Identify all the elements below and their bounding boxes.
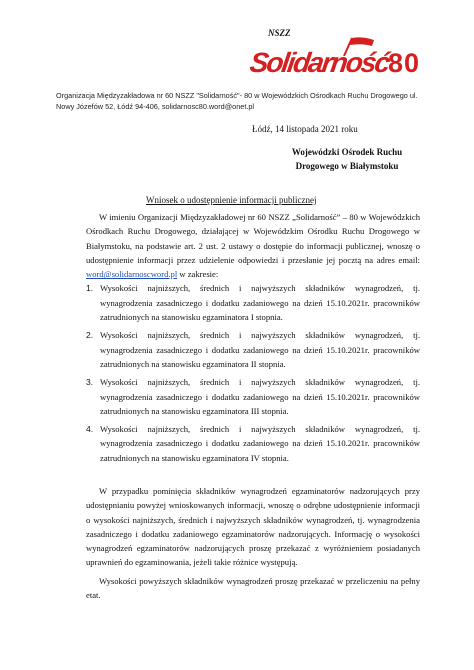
logo-solidarnosc-word: Solidarność: [247, 47, 391, 78]
letter-subject: Wniosek o udostępnienie informacji publicznej: [146, 195, 317, 205]
intro-text: W imieniu Organizacji Międzyzakładowej nr 60 NSZZ „Solidarność” – 80 w Wojewódzkich Ośrodkach Ruchu Drogowego, działającej w Wojewódzkim Ośrodku Ruchu Drogowego w Białymstoku, na podstawie art. 2 ust. 2 ustawy o dostępie do informacji publicznej, wnoszę o udostępnienie informacji przez udzielenie odpowiedzi i przesłanie jej pocztą na adres email:: [86, 212, 420, 265]
list-item: [86, 422, 420, 465]
addressee-line-2: Drogowego w Białymstoku: [295, 161, 399, 171]
supervisors-paragraph: [86, 484, 420, 570]
full-time-paragraph: [86, 574, 420, 603]
intro-paragraph: [86, 210, 420, 281]
email-link[interactable]: word@solidarnoscword.pl: [86, 269, 178, 280]
paragraph-2-text: W przypadku pominięcia składników wynagrodzeń egzaminatorów nadzorujących przy udostępnianiu powyżej wnioskowanych informacji, wnoszę o odrębne udostępnienie informacji o wysokości najniższych, średnich i najwyższych składników wynagrodzeń, tj. wynagrodzenia zasadniczego i dodatku zadaniowego egzaminatorów nadzorujących. Informację o wysokości wynagrodzeń egzaminatorów nadzorujących proszę przekazać z wyróżnieniem posiadanych uprawnień do egzaminowania, jeżeli takie różnice występują.: [86, 486, 420, 568]
list-item-text: Wysokości najniższych, średnich i najwyższych składników wynagrodzeń, tj. wynagrodzenia zasadniczego i dodatku zadaniowego na dzień 15.10.2021r. pracowników zatrudnionych na stanowisku egzaminatora III stopnia.: [100, 377, 420, 416]
list-number: 3.: [86, 377, 94, 388]
logo-nszz-text: NSZZ: [268, 28, 291, 38]
list-number: 1.: [86, 283, 94, 294]
list-item-text: Wysokości najniższych, średnich i najwyższych składników wynagrodzeń, tj. wynagrodzenia zasadniczego i dodatku zadaniowego na dzień 15.10.2021r. pracowników zatrudnionych na stanowisku egzaminatora II stopnia.: [100, 330, 420, 369]
intro-text-after: w zakresie:: [177, 269, 219, 280]
org-line-2: Nowy Józefów 52, Łódź 94-406, solidarnosc80.word@onet.pl: [56, 101, 255, 111]
letter-body: [86, 210, 420, 469]
organization-header: [56, 91, 436, 112]
paragraph-3-text: Wysokości powyższych składników wynagrodzeń proszę przekazać w przeliczeniu na pełny etat.: [86, 576, 420, 601]
request-list: [86, 281, 420, 465]
addressee: [272, 145, 422, 173]
addressee-line-1: Wojewódzki Ośrodek Ruchu: [291, 147, 403, 157]
logo-80: 80: [388, 48, 421, 78]
list-item-text: Wysokości najniższych, średnich i najwyższych składników wynagrodzeń, tj. wynagrodzenia zasadniczego i dodatku zadaniowego na dzień 15.10.2021r. pracowników zatrudnionych na stanowisku egzaminatora IV stopnia.: [100, 424, 420, 463]
list-number: 2.: [86, 330, 94, 341]
list-item: [86, 375, 420, 418]
solidarnosc-logo: [247, 22, 440, 90]
list-item: [86, 328, 420, 371]
list-item: [86, 281, 420, 324]
list-number: 4.: [86, 424, 94, 435]
org-line-1: Organizacja Międzyzakładowa nr 60 NSZZ "Solidarność"- 80 w Wojewódzkich Ośrodkach Ruchu Drogowego ul.: [56, 91, 418, 100]
list-item-text: Wysokości najniższych, średnich i najwyższych składników wynagrodzeń, tj. wynagrodzenia zasadniczego i dodatku zadaniowego na dzień 15.10.2021r. pracowników zatrudnionych na stanowisku egzaminatora I stopnia.: [100, 283, 420, 323]
letter-date: Łódź, 14 listopada 2021 roku: [252, 124, 358, 134]
